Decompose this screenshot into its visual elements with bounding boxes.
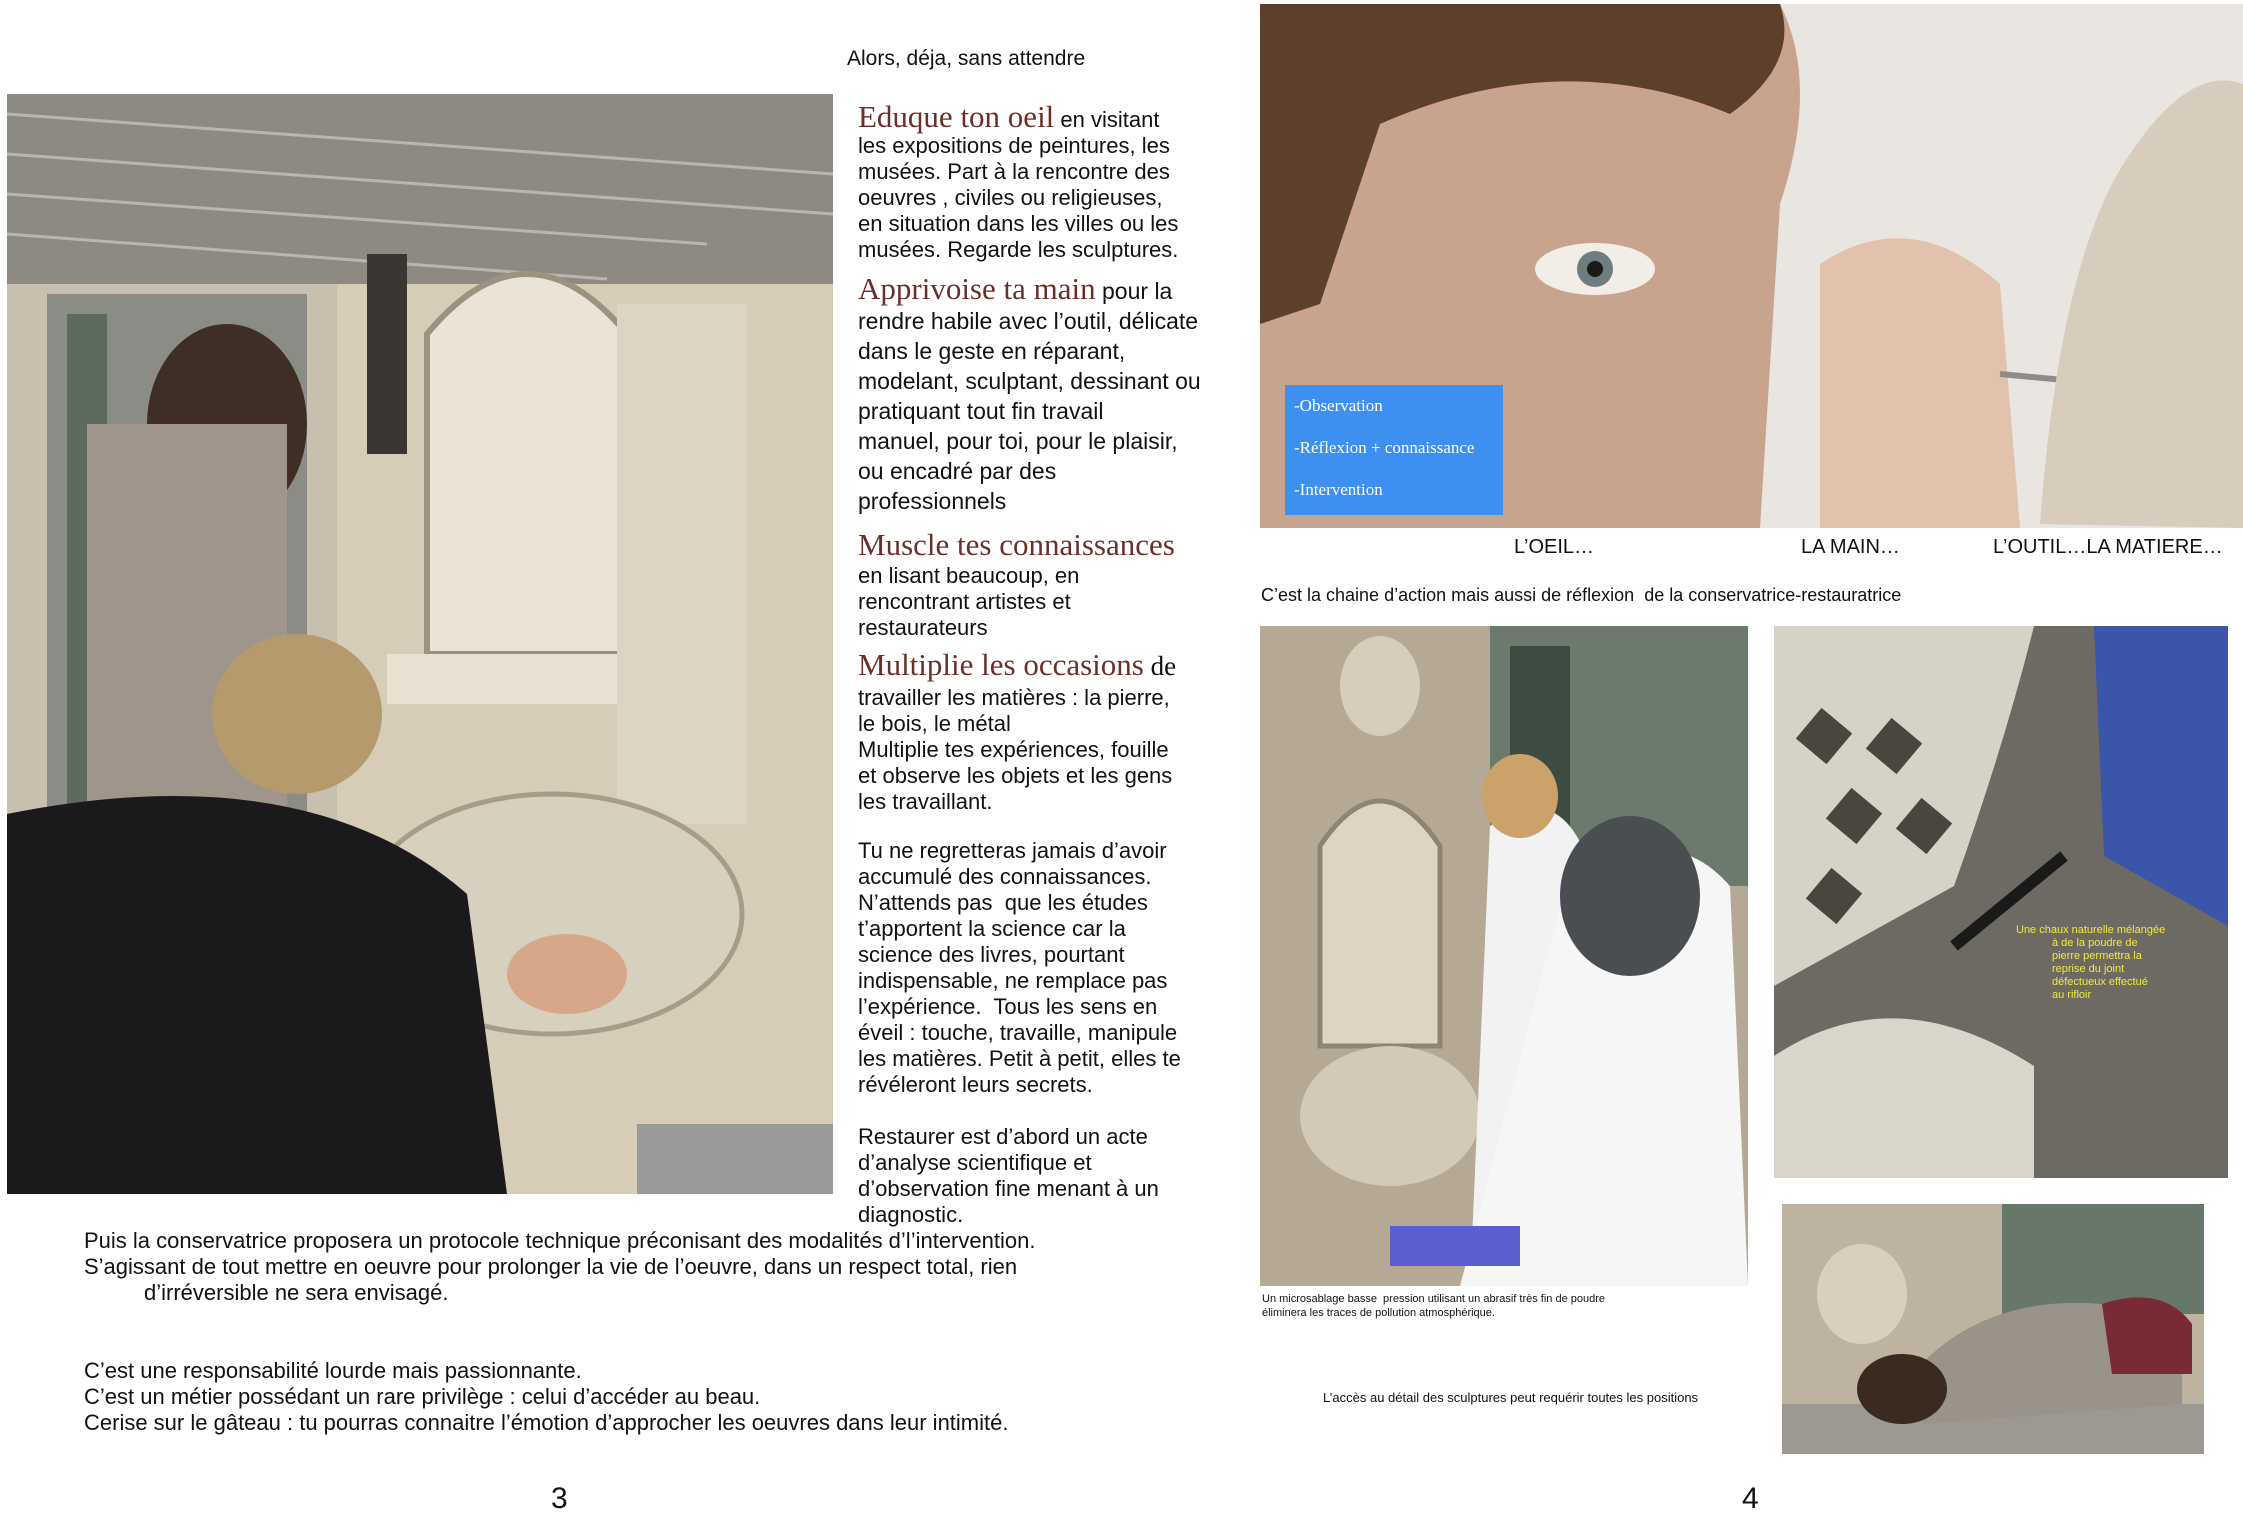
paragraph-protocole: Puis la conservatrice proposera un protocole technique préconisant des modalités d’l’intervention. S’agissant de tout mettre en oeuvre pour prolonger la vie de l’oeuvre, dans un respect total, rien d’irréversible ne sera envisagé.	[84, 1228, 1036, 1305]
page-number-right: 4	[1742, 1482, 1759, 1515]
heading-muscle: Muscle tes connaissances	[858, 527, 1175, 562]
advice-block-occasions: Multiplie les occasions de travailler les matières : la pierre, le bois, le métal Multiplie tes expériences, fouille et observe les objets et les gens les travaillant.	[858, 647, 1177, 814]
advice-block-knowledge: Muscle tes connaissances en lisant beaucoup, en rencontrant artistes et restaurateurs	[858, 527, 1218, 641]
label-outil-matiere: L’OUTIL…LA MATIERE…	[1993, 536, 2223, 558]
microsablage-caption: Un microsablage basse pression utilisant un abrasif très fin de poudre éliminera les traces de pollution atmosphérique.	[1262, 1293, 1606, 1319]
positions-caption: L’accès au détail des sculptures peut requérir toutes les positions	[1323, 1390, 1699, 1405]
page-number-left: 3	[551, 1482, 568, 1515]
process-legend-box: -Observation -Réflexion + connaissance -Intervention	[1285, 385, 1503, 515]
microsablage-photo	[1260, 626, 1748, 1286]
paragraph-responsabilite: C’est une responsabilité lourde mais passionnante. C’est un métier possédant un rare privilège : celui d’accéder au beau. Cerise sur le gâteau : tu pourras connaitre l’émotion d’approcher les oeuvres dans leur intimité.	[84, 1358, 1009, 1435]
advice-block-hand: Apprivoise ta main pour la rendre habile avec l’outil, délicate dans le geste en réparant, modelant, sculptant, dessinant ou pratiquant tout fin travail manuel, pour toi, pour le plaisir, ou encadré par des professionnels	[858, 271, 1201, 514]
intro-text: Alors, déja, sans attendre	[847, 47, 1086, 70]
advice-block-eye: Eduque ton oeil en visitant les expositions de peintures, les musées. Part à la rencontre des oeuvres , civiles ou religieuses, en situation dans les villes ou les musées. Regarde les sculptures.	[858, 99, 1179, 262]
paragraph-experience: Tu ne regretteras jamais d’avoir accumulé des connaissances. N’attends pas que les études t’apportent la science car la science des livres, pourtant indispensable, ne remplace pas l’expérience. Tous les sens en éveil : touche, travaille, manipule les matières. Petit à petit, elles te révéleront leurs secrets.	[858, 838, 1181, 1097]
heading-eduque: Eduque ton oeil	[858, 99, 1055, 134]
chaux-caption: Une chaux naturelle mélangée à de la poudre de pierre permettra la reprise du joint défectueux effectué au rifloir	[2016, 924, 2166, 1001]
label-main: LA MAIN…	[1801, 536, 1900, 558]
chain-caption: C’est la chaine d’action mais aussi de réflexion de la conservatrice-restauratrice	[1261, 585, 1902, 605]
restorers-scaffold-photo	[7, 94, 833, 1194]
paragraph-restaurer: Restaurer est d’abord un acte d’analyse scientifique et d’observation fine menant à un diagnostic.	[858, 1124, 1159, 1227]
label-oeil: L’OEIL…	[1514, 536, 1595, 558]
lying-restorer-photo	[1782, 1204, 2204, 1454]
chaux-joint-photo	[1774, 626, 2228, 1178]
heading-multiplie: Multiplie les occasions	[858, 647, 1144, 682]
heading-apprivoise: Apprivoise ta main	[858, 271, 1096, 306]
